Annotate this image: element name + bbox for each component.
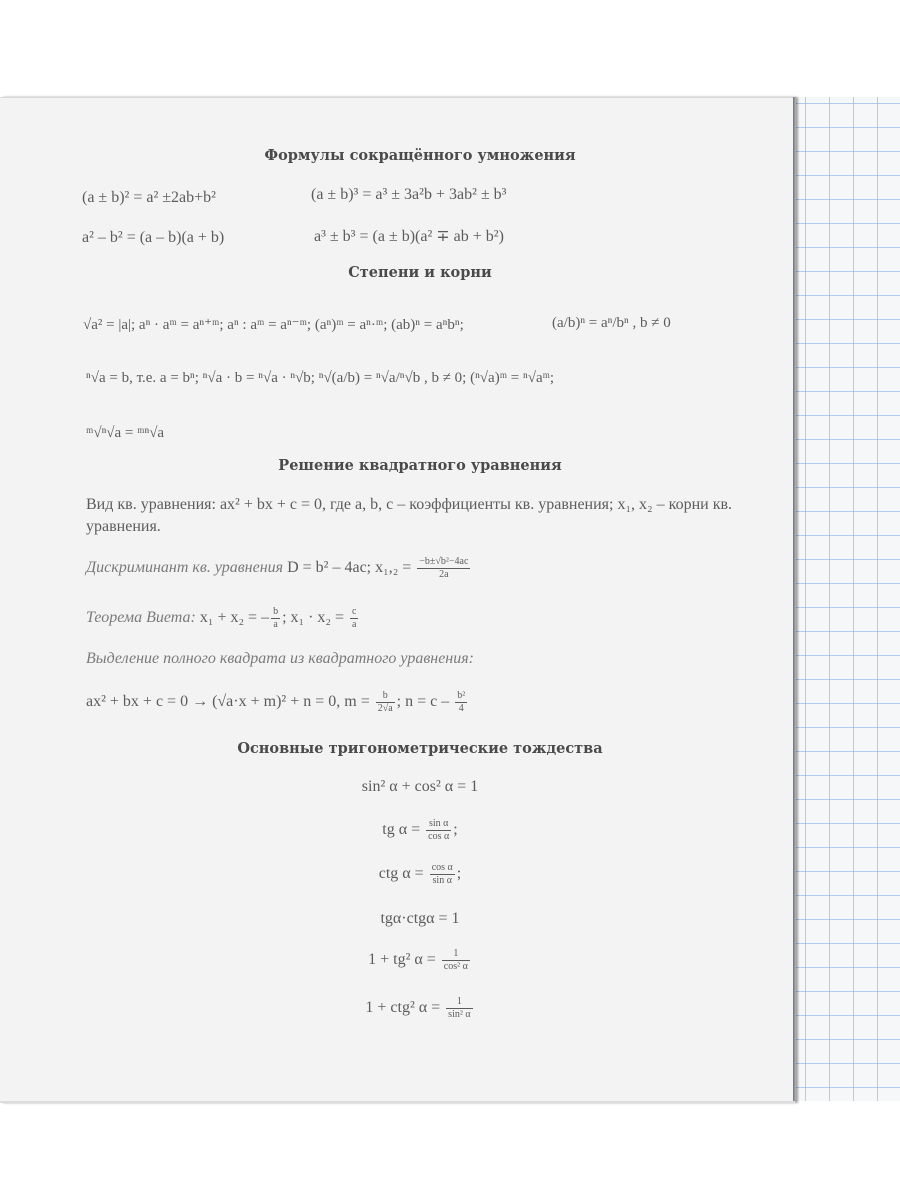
section-title-trig-identities: Основные тригонометрические тождества xyxy=(237,740,603,757)
formula-sum-of-cubes: a³ ± b³ = (a ± b)(a² ∓ ab + b²) xyxy=(314,228,504,245)
section-title-quadratic-equation: Решение квадратного уравнения xyxy=(278,457,562,474)
discriminant-formula: D = b² – 4ac; x₁,₂ = xyxy=(287,559,412,577)
formula-square-of-sum: (a ± b)² = a² ±2ab+b² xyxy=(82,189,216,206)
vieta-label: Теорема Виета: xyxy=(86,609,196,627)
complete-square-label: Выделение полного квадрата из квадратного уравнения: xyxy=(86,650,475,667)
identity-tangent: tg α = $\frac{\text{sin α}}{\text{cos α}}$ ; xyxy=(382,818,458,842)
identity-one-plus-tg2: 1 + tg² α = $\frac{1}{\text{cos² α}}$ xyxy=(368,948,468,972)
identity-cotangent: ctg α = $\frac{\text{cos α}}{\text{sin α}}$ ; xyxy=(378,862,462,886)
formula-nested-root: ᵐ√ⁿ√a = ᵐⁿ√a xyxy=(86,425,165,441)
formula-root-rules: ⁿ√a = b, т.е. a = bⁿ; ⁿ√a · b = ⁿ√a · ⁿ√b; ⁿ√(a/b) = ⁿ√a/ⁿ√b , b ≠ 0; (ⁿ√a)ᵐ = ⁿ√aᵐ; xyxy=(86,370,555,386)
roots-fraction: $\frac{\text{−b±√b²−4ac}}{2a}$ xyxy=(419,556,469,580)
b-over-a: $\frac{b}{a}$ xyxy=(273,606,279,630)
complete-square-line: ax² + bx + c = 0 → (√a·x + m)² + n = 0, m = $\frac{b}{2√a}$ ; n = c – $\frac{\text{b²}}{4}$ xyxy=(86,690,466,714)
formula-fraction-power: (a/b)ⁿ = aⁿ/bⁿ , b ≠ 0 xyxy=(552,315,671,331)
section-title-powers-and-roots: Степени и корни xyxy=(348,264,492,281)
formula-difference-of-squares: a² – b² = (a – b)(a + b) xyxy=(82,229,225,246)
identity-pythagorean: sin² α + cos² α = 1 xyxy=(361,778,479,795)
discriminant-line xyxy=(86,556,472,581)
m-fraction: $\frac{b}{2√a}$ xyxy=(377,690,393,714)
quadratic-definition: Вид кв. уравнения: ax² + bx + c = 0, где a, b, c – коэффициенты кв. уравнения; x₁, x₂ – корни кв. уравнения. xyxy=(86,496,733,535)
formula-cube-of-sum: (a ± b)³ = a³ ± 3a²b + 3ab² ± b³ xyxy=(311,186,507,203)
discriminant-label: Дискриминант кв. уравнения xyxy=(86,559,284,577)
section-title-abbreviated-multiplication: Формулы сокращённого умножения xyxy=(264,147,576,164)
formula-power-rules: √a² = |a|; aⁿ · aᵐ = aⁿ⁺ᵐ; aⁿ : aᵐ = aⁿ⁻ᵐ; (aⁿ)ᵐ = aⁿ·ᵐ; (ab)ⁿ = aⁿbⁿ; xyxy=(83,317,464,333)
identity-one-plus-ctg2: 1 + ctg² α = $\frac{1}{\text{sin² α}}$ xyxy=(365,996,471,1020)
c-over-a: $\frac{c}{a}$ xyxy=(352,606,357,630)
vieta-line: Теорема Виета: x₁ + x₂ = – $\frac{b}{a}$ ; x₁ · x₂ = $\frac{c}{a}$ xyxy=(86,606,357,630)
identity-tg-ctg-product: tgα·ctgα = 1 xyxy=(380,910,460,927)
n-fraction: $\frac{\text{b²}}{4}$ xyxy=(457,690,466,714)
